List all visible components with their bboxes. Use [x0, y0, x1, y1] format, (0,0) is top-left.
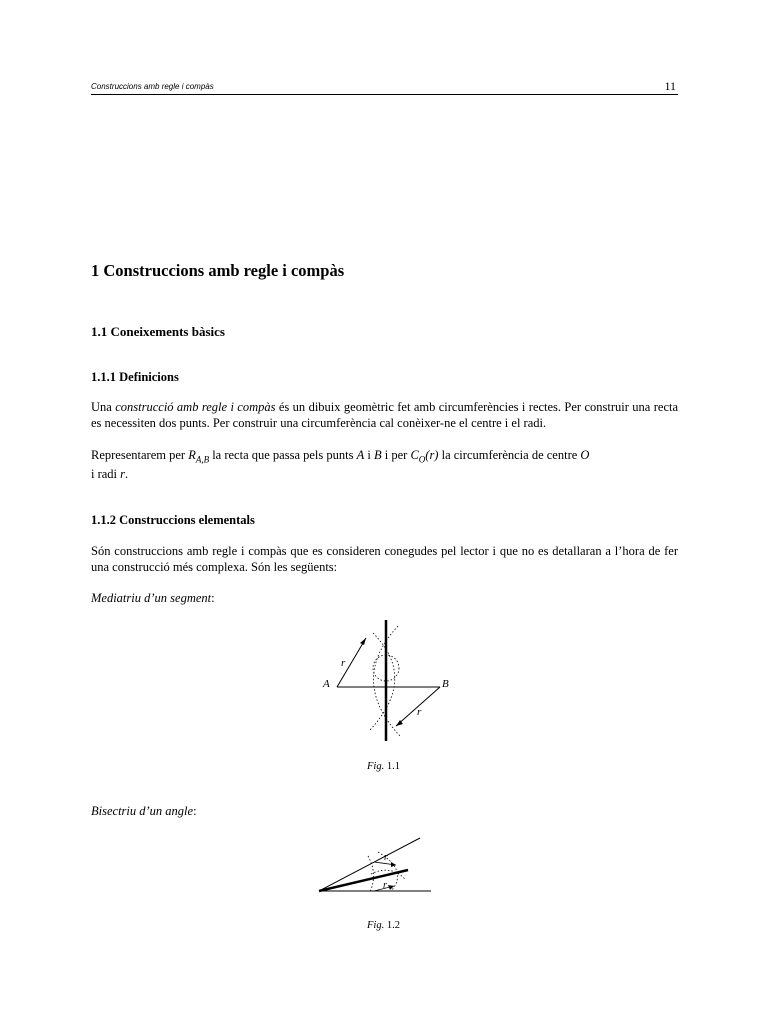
chapter-title: 1 Construccions amb regle i compàs: [91, 261, 345, 280]
angle-side-upper: [319, 838, 420, 891]
page-number: 11: [664, 79, 676, 93]
notation-and: i: [364, 448, 374, 462]
label-b: B: [442, 678, 449, 690]
caption-fig-word: Fig.: [367, 761, 385, 772]
notation-line-2: [91, 467, 678, 482]
label-r-2: r: [383, 880, 387, 891]
arc-dotted-1: [370, 633, 395, 730]
symbol-c-subscript: O: [418, 454, 426, 465]
item-label-mediatriu: [91, 591, 215, 606]
mediatriu-label-text: Mediatriu d’un segment: [91, 591, 212, 605]
section-title: 1.1 Coneixements bàsics: [91, 324, 225, 339]
point-o: O: [580, 448, 590, 462]
arrowhead-1: [360, 638, 366, 645]
radius-symbol: r: [120, 467, 126, 481]
caption-fig-1-2: [367, 920, 400, 931]
notation-line: [91, 448, 678, 465]
definition-text-rest: és un dibuix geomètric fet amb circumferències i rectes. Per construir una recta es necessiten dos punts. Per construir una circumferència cal conèixer-ne el centre i el radi.: [91, 400, 679, 430]
figure-bisectriu: [316, 834, 436, 898]
bisectriu-label-text: Bisectriu d’un angle: [91, 804, 194, 818]
notation-period: .: [125, 467, 129, 481]
label-a: A: [323, 678, 330, 690]
point-a: A: [356, 448, 365, 462]
notation-text-b: la recta que passa pels punts: [209, 448, 357, 462]
bisectriu-label-colon: :: [193, 804, 197, 818]
figure-mediatriu: [318, 618, 458, 748]
notation-text-e: i radi: [91, 467, 121, 481]
notation-symbol-c: [410, 448, 439, 465]
symbol-r: R: [188, 448, 196, 462]
label-r-2: r: [417, 706, 422, 718]
notation-text-a: Representarem per: [91, 448, 189, 462]
angle-bisector: [319, 870, 408, 891]
caption-fig-word: Fig.: [367, 920, 385, 931]
notation-text-d: la circumferència de centre: [438, 448, 581, 462]
construccions-paragraph: Són construccions amb regle i compàs que es consideren conegudes pel lector i que no es detallaran a l’hora de fer una construcció més complexa. Són les següents:: [91, 544, 678, 574]
subsection-title-construccions: 1.1.2 Construccions elementals: [91, 513, 255, 527]
definition-term: construcció amb regle i compàs: [115, 400, 276, 414]
symbol-r-subscript: A,B: [195, 454, 210, 465]
label-r-1: r: [384, 852, 388, 863]
running-title: Construccions amb regle i compàs: [91, 82, 214, 91]
definition-paragraph: [91, 400, 678, 431]
running-header: [91, 80, 678, 95]
notation-text-c: i per: [381, 448, 411, 462]
caption-number: 1.2: [386, 920, 400, 931]
arc-dotted-1: [368, 856, 374, 892]
subsection-title-definicions: 1.1.1 Definicions: [91, 370, 179, 384]
item-label-bisectriu: [91, 804, 197, 819]
symbol-c: C: [410, 448, 419, 462]
symbol-c-arg: (r): [425, 448, 439, 462]
point-b: B: [373, 448, 382, 462]
caption-fig-1-1: [367, 761, 400, 772]
notation-symbol-r: [188, 448, 210, 465]
label-r-1: r: [341, 657, 346, 669]
mediatriu-label-colon: :: [211, 591, 215, 605]
caption-number: 1.1: [386, 761, 400, 772]
definition-text-start: Una: [91, 400, 116, 414]
